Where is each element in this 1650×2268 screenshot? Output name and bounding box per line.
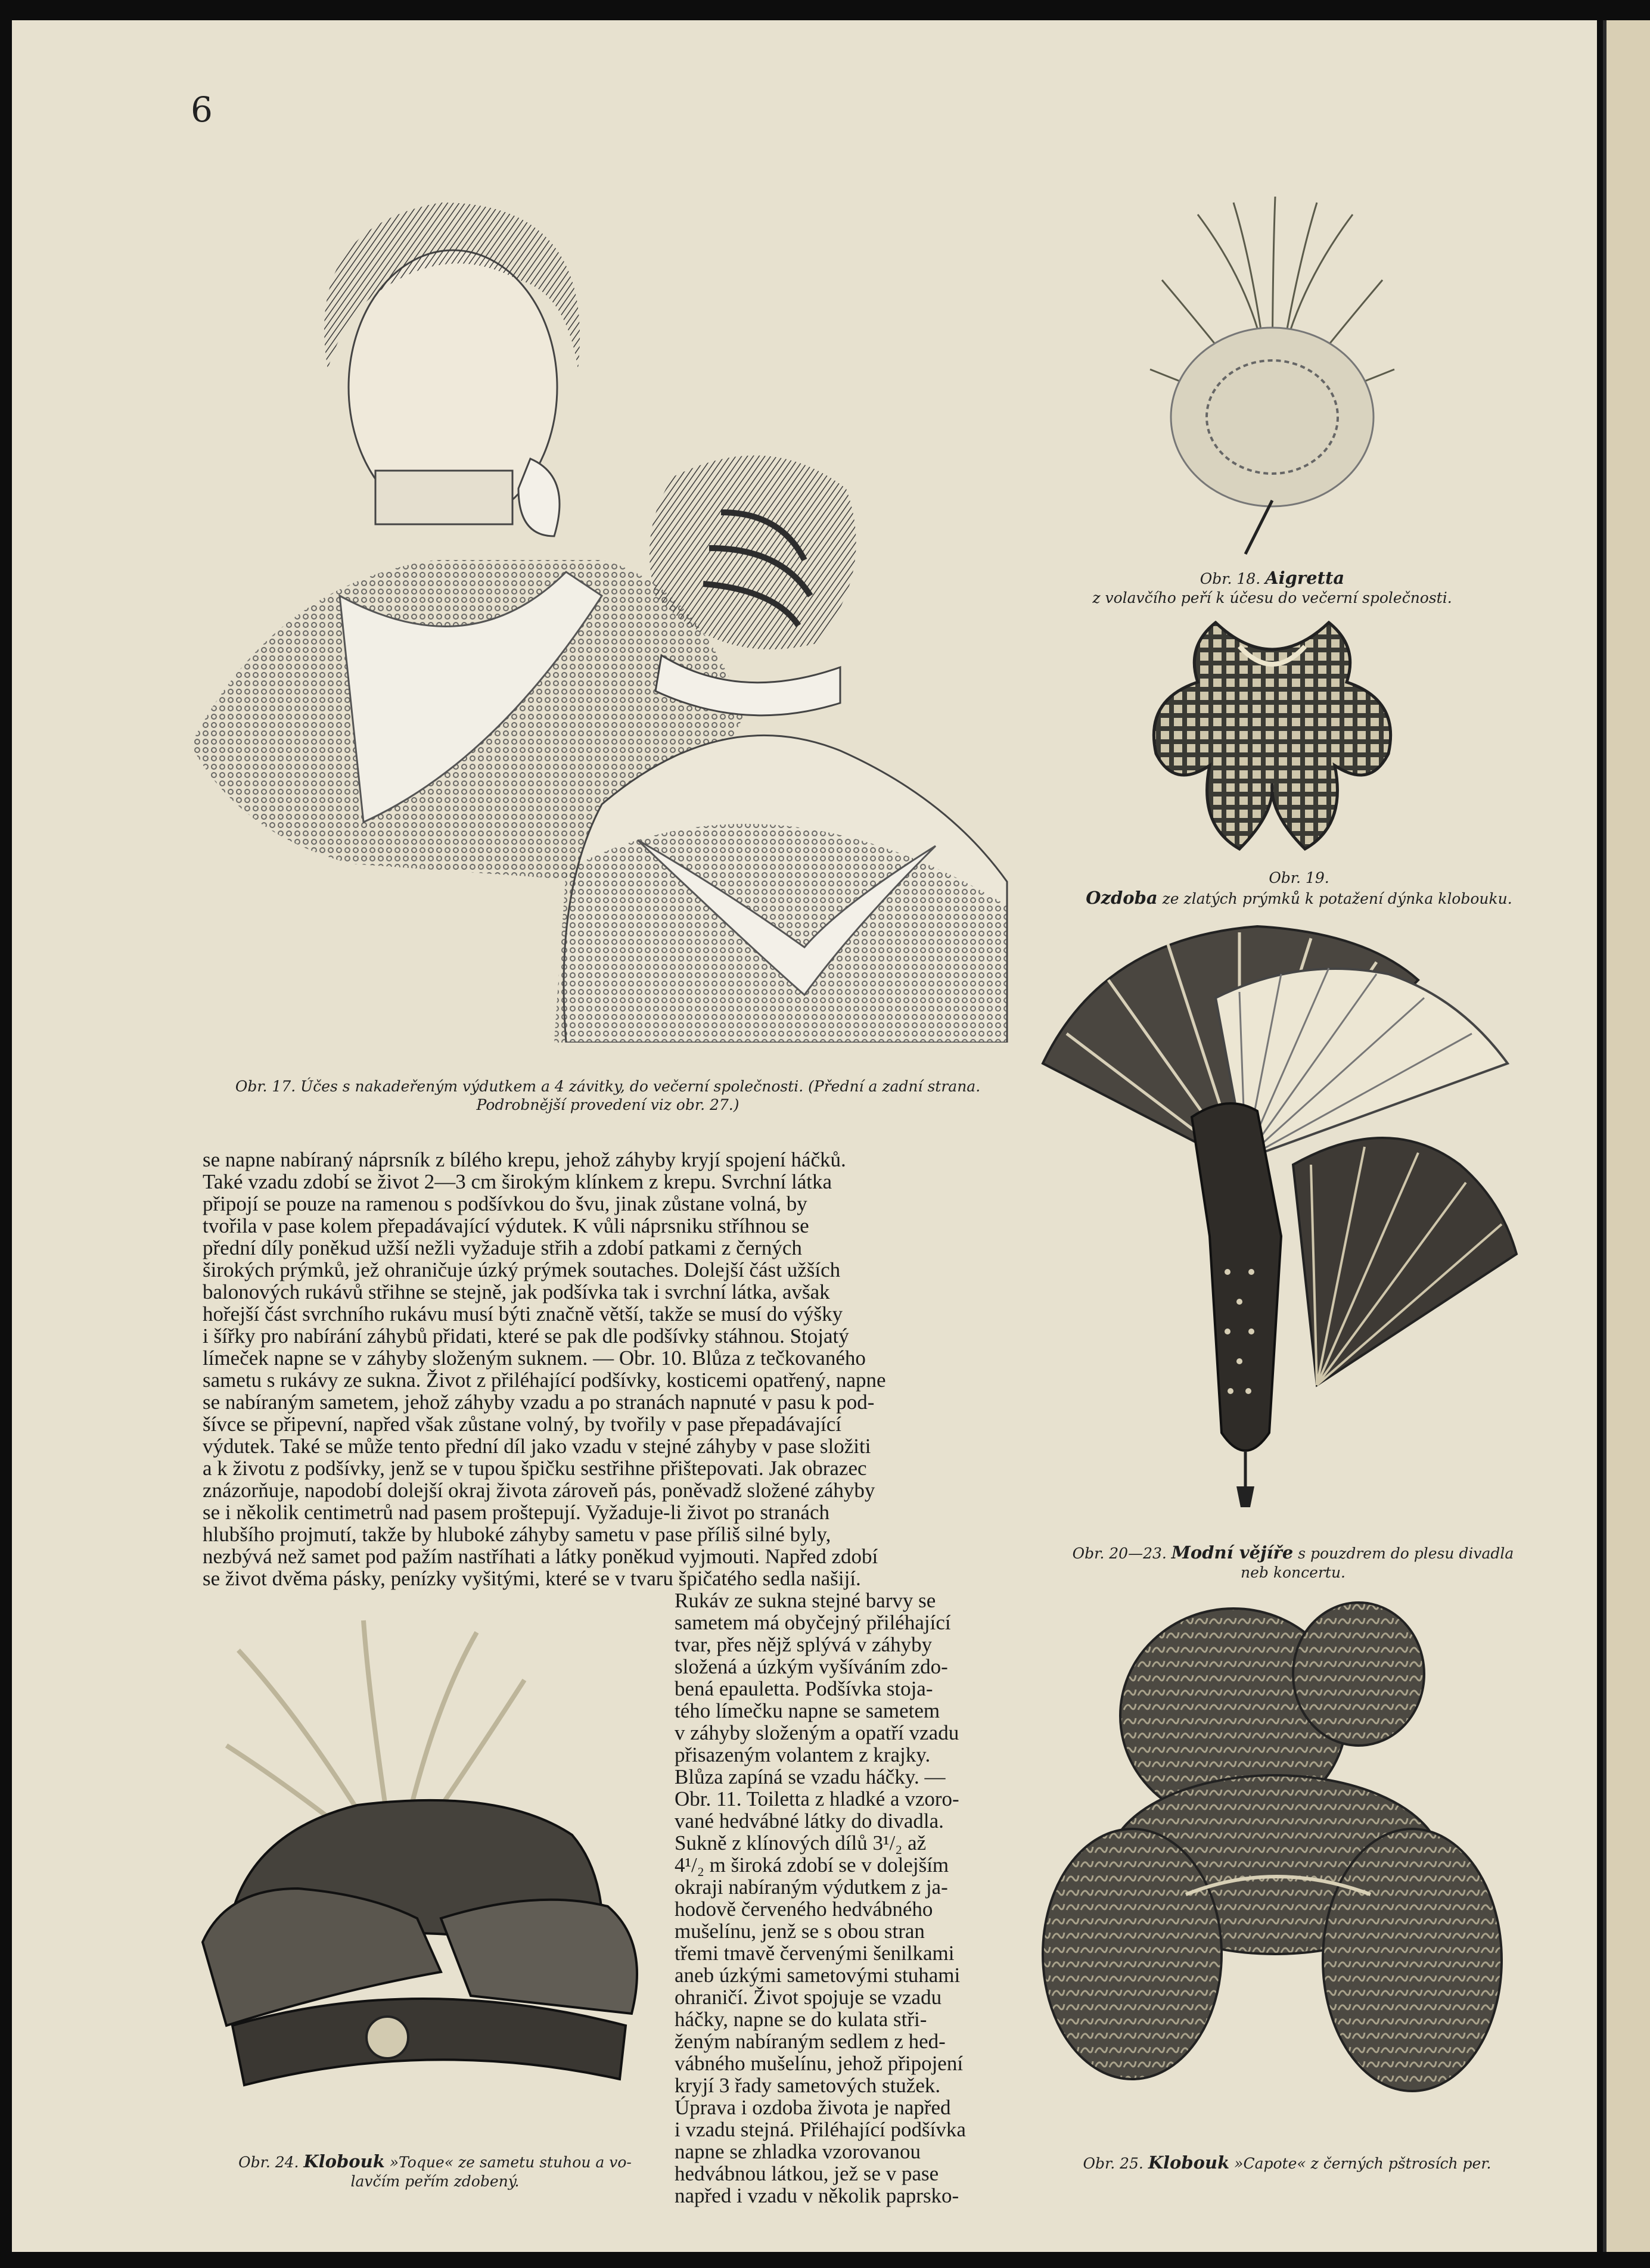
text-line: Rukáv ze sukna stejné barvy se xyxy=(675,1589,936,1612)
figure-24-title: Klobouk xyxy=(303,2151,385,2171)
text-line: výdutek. Také se může tento přední díl jako vzadu v stejné záhyby v pase složiti xyxy=(203,1435,871,1458)
text-line: Také vzadu zdobí se život 2—3 cm širokým klínkem z krepu. Svrchní látka xyxy=(203,1170,832,1193)
text-line: napne se zhladka vzorovanou xyxy=(675,2140,921,2163)
text-line: ženým nabíraným sedlem z hed- xyxy=(675,2030,946,2053)
article-column-paragraph xyxy=(675,1589,1000,2207)
figure-24-caption xyxy=(220,2151,650,2191)
text-line: napřed i vzadu v několik paprsko- xyxy=(675,2184,959,2207)
text-line: 4¹/₂ m široká zdobí se v dolejším xyxy=(675,1853,949,1877)
figure-25-title: Klobouk xyxy=(1148,2152,1230,2173)
text-line: se život dvěma pásky, penízky vyšitými, které se v tvaru špičatého sedla našijí. xyxy=(203,1567,861,1590)
figure-17-number: Obr. 17. xyxy=(235,1078,296,1095)
text-line: i šířky pro nabírání záhybů přidati, které se pak dle podšívky stáhnou. Stojatý xyxy=(203,1324,849,1348)
figure-24-number: Obr. 24. xyxy=(238,2154,299,2171)
text-line: tého límečku napne se sametem xyxy=(675,1699,940,1722)
text-line: připojí se pouze na ramenou s podšívkou do švu, jinak zůstane volná, by xyxy=(203,1192,807,1215)
text-line: i vzadu stejná. Přiléhající podšívka xyxy=(675,2118,966,2141)
article-main-paragraph xyxy=(203,1149,995,1589)
figure-18-caption-text: z volavčího peří k účesu do večerní společnosti. xyxy=(1092,589,1452,607)
text-line: sametem má obyčejný přiléhající xyxy=(675,1611,951,1634)
text-line: okraji nabíraným výdutkem z ja- xyxy=(675,1875,948,1899)
text-line: límeček napne se v záhyby složeným suknem. — Obr. 10. Blůza z tečkovaného xyxy=(203,1346,866,1370)
figure-19-ornament-illustration xyxy=(1132,611,1412,855)
text-line: šívce se připevní, napřed však zůstane volný, by tvořily v pase přepadávající xyxy=(203,1413,842,1436)
figure-20-23-caption xyxy=(1055,1542,1531,1582)
figure-20-23-number: Obr. 20—23. xyxy=(1072,1545,1167,1562)
figure-18-title: Aigretta xyxy=(1265,568,1345,588)
text-line: v záhyby složeným a opatří vzadu xyxy=(675,1721,959,1744)
figure-20-23-title: Modní vějíře xyxy=(1171,1542,1294,1563)
text-line: kryjí 3 řady sametových stužek. xyxy=(675,2074,941,2097)
text-line: přední díly poněkud užší nežli vyžaduje střih a zdobí patkami z černých xyxy=(203,1236,802,1259)
text-line: složená a úzkým vyšíváním zdo- xyxy=(675,1655,948,1678)
text-line: Úprava i ozdoba života je napřed xyxy=(675,2096,951,2119)
text-line: hořejší část svrchního rukávu musí býti značně větší, takže se musí do výšky xyxy=(203,1302,843,1326)
text-line: tvořila v pase kolem přepadávající výdutek. K vůli náprsniku stříhnou se xyxy=(203,1214,809,1237)
figure-24-caption-text: »Toque« ze sametu stuhou a vo- xyxy=(389,2154,632,2171)
text-line: Obr. 11. Toiletta z hladké a vzoro- xyxy=(675,1787,959,1810)
figure-19-caption xyxy=(1085,869,1514,909)
text-line: nezbývá než samet pod pažím nastříhati a látky poněkud vyjmouti. Napřed zdobí xyxy=(203,1545,878,1568)
text-line: Blůza zapíná se vzadu háčky. — xyxy=(675,1765,946,1788)
text-line: se i několik centimetrů nad pasem proštepují. Vyžaduje-li život po stranách xyxy=(203,1501,829,1524)
text-line: a k životu z podšívky, jenž se v tupou špičku sestřihne přištepovati. Jak obrazec xyxy=(203,1457,867,1480)
text-line: širokých prýmků, jež ohraničuje úzký prýmek soutaches. Dolejší část užších xyxy=(203,1258,841,1281)
text-line: ohraničí. Život spojuje se vzadu xyxy=(675,1986,942,2009)
figure-19-caption-text: ze zlatých prýmků k potažení dýnka klobouku. xyxy=(1162,890,1512,908)
page-number: 6 xyxy=(191,89,213,130)
text-line: hlubšího projmutí, takže by hluboké záhyby sametu v pase příliš silné byly, xyxy=(203,1523,831,1546)
figure-25-caption-text: »Capote« z černých pštrosích per. xyxy=(1234,2155,1491,2172)
figure-18-caption xyxy=(1067,567,1478,608)
text-line: hodově červeného hedvábného xyxy=(675,1897,933,1921)
text-line: háčky, napne se do kulata stři- xyxy=(675,2008,927,2031)
figure-17-hairstyle-illustration xyxy=(185,179,1013,1043)
figure-20-23-fans-illustration xyxy=(1031,914,1520,1510)
figure-20-23-caption-text: s pouzdrem do plesu divadla xyxy=(1298,1545,1514,1562)
figure-19-title: Ozdoba xyxy=(1086,888,1158,909)
figure-17-caption-text: Účes s nakadeřeným výdutkem a 4 závitky, do večerní společnosti. (Přední a zadní strana. xyxy=(300,1078,981,1095)
text-line: se napne nabíraný náprsník z bílého krepu, jehož záhyby kryjí spojení háčků. xyxy=(203,1148,846,1171)
adjacent-page-edge xyxy=(1603,20,1650,2252)
text-line: mušelínu, jenž se s obou stran xyxy=(675,1919,925,1943)
figure-19-number: Obr. 19. xyxy=(1269,869,1329,886)
figure-20-23-caption-line2: neb koncertu. xyxy=(1241,1564,1346,1582)
figure-24-caption-line2: lavčím peřím zdobený. xyxy=(350,2173,520,2191)
text-line: vané hedvábné látky do divadla. xyxy=(675,1809,944,1833)
text-line: přisazeným volantem z krajky. xyxy=(675,1743,931,1766)
figure-18-number: Obr. 18. xyxy=(1200,570,1261,587)
text-line: vábného mušelínu, jehož připojení xyxy=(675,2052,964,2075)
text-line: sametu s rukávy ze sukna. Život z přiléhající podšívky, kosticemi opatřený, napne xyxy=(203,1368,886,1392)
figure-17-caption-line2: Podrobnější provedení viz obr. 27.) xyxy=(476,1096,739,1114)
text-line: aneb úzkými sametovými stuhami xyxy=(675,1964,961,1987)
figure-17-caption xyxy=(197,1077,1019,1115)
figure-24-toque-hat-illustration xyxy=(191,1609,661,2109)
text-line: se nabíraným sametem, jehož záhyby vzadu a po stranách napnuté v pasu k pod- xyxy=(203,1390,875,1414)
text-line: hedvábnou látkou, jež se v pase xyxy=(675,2162,939,2185)
text-line: třemi tmavě červenými šenilkami xyxy=(675,1942,955,1965)
figure-25-number: Obr. 25. xyxy=(1083,2155,1143,2172)
text-line: bená epauletta. Podšívka stoja- xyxy=(675,1677,933,1700)
figure-25-caption xyxy=(1061,2152,1514,2173)
figure-18-aigrette-illustration xyxy=(1138,191,1406,560)
text-line: Sukně z klínových dílů 3¹/₂ až xyxy=(675,1831,927,1855)
text-line: tvar, přes nějž splývá v záhyby xyxy=(675,1633,933,1656)
text-line: znázorňuje, napodobí dolejší okraj života zároveň pás, poněvadž složené záhyby xyxy=(203,1479,875,1502)
figure-25-capote-hat-illustration xyxy=(1037,1585,1514,2121)
text-line: balonových rukávů střihne se stejně, jak podšívka tak i svrchní látka, avšak xyxy=(203,1280,830,1303)
